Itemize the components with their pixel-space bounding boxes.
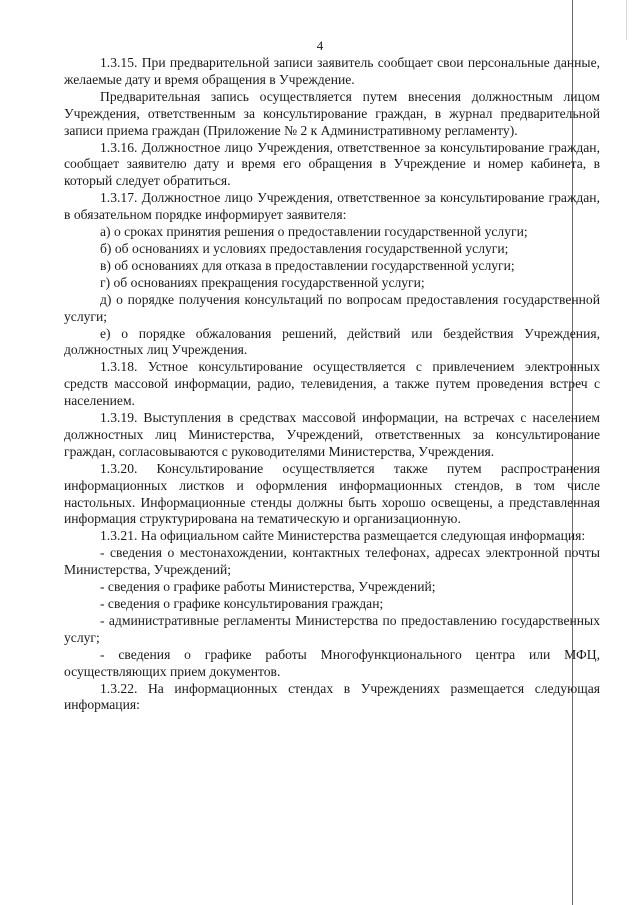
scan-edge-line-faint (626, 0, 627, 40)
list-item-d: д) о порядке получения консультаций по вопросам предоставления государственной услуги; (64, 291, 600, 324)
paragraph-1-3-16: 1.3.16. Должностное лицо Учреждения, ответственное за консультирование граждан, сообщает заявителю дату и время его обращения в Учреждение и номер кабинета, в который следует обратиться. (64, 139, 600, 189)
document-body (64, 55, 600, 714)
paragraph-1-3-21: 1.3.21. На официальном сайте Министерства размещается следующая информация: (100, 528, 586, 544)
page-number: 4 (316, 38, 324, 53)
list-item-b: б) об основаниях и условиях предоставления государственной услуги; (100, 240, 509, 256)
site-info-item: - сведения о местонахождении, контактных телефонах, адресах электронной почты Министерства, Учреждений; (64, 545, 600, 578)
paragraph-1-3-20: 1.3.20. Консультирование осуществляется также путем распространения информационных листков и оформления информационных стендов, в том числе настольных. Информационные стенды должны быть хорошо освещены, а представленная информация структурирована на тематическую и организационную. (64, 460, 600, 527)
site-info-item: - сведения о графике работы Министерства, Учреждений; (100, 579, 436, 595)
paragraph-1-3-18: 1.3.18. Устное консультирование осуществляется с привлечением электронных средств массовой информации, радио, телевидения, а также путем проведения встреч с населением. (64, 359, 600, 409)
paragraph-1-3-17: 1.3.17. Должностное лицо Учреждения, ответственное за консультирование граждан, в обязательном порядке информирует заявителя: (64, 190, 600, 223)
list-item-v: в) об основаниях для отказа в предоставлении государственной услуги; (100, 257, 515, 273)
paragraph-1-3-19: 1.3.19. Выступления в средствах массовой информации, на встречах с населением должностных лиц Министерства, Учреждений, ответственных за консультирование граждан, согласовываются с руководителями Министерства, Учреждения. (64, 410, 600, 459)
list-item-a: а) о сроках принятия решения о предоставлении государственной услуги; (100, 224, 528, 240)
paragraph-1-3-15: 1.3.15. При предварительной записи заявитель сообщает свои персональные данные, желаемые дату и время обращения в Учреждение. (64, 55, 600, 87)
site-info-item: - сведения о графике консультирования граждан; (100, 596, 384, 611)
paragraph-preliminary-record: Предварительная запись осуществляется путем внесения должностным лицом Учреждения, ответственным за консультирование граждан, в журнал предварительной записи приема граждан (Приложение № 2 к Административному регламенту). (64, 88, 600, 138)
list-item-g: г) об основаниях прекращения государственной услуги; (100, 274, 425, 290)
site-info-item: - сведения о графике работы Многофункционального центра или МФЦ, осуществляющих прием документов. (64, 646, 600, 679)
paragraph-1-3-22: 1.3.22. На информационных стендах в Учреждениях размещается следующая информация: (64, 680, 600, 713)
site-info-item: - административные регламенты Министерства по предоставлению государственных услуг; (64, 612, 600, 645)
list-item-e: е) о порядке обжалования решений, действий или бездействия Учреждения, должностных лиц Учреждения. (64, 325, 600, 358)
